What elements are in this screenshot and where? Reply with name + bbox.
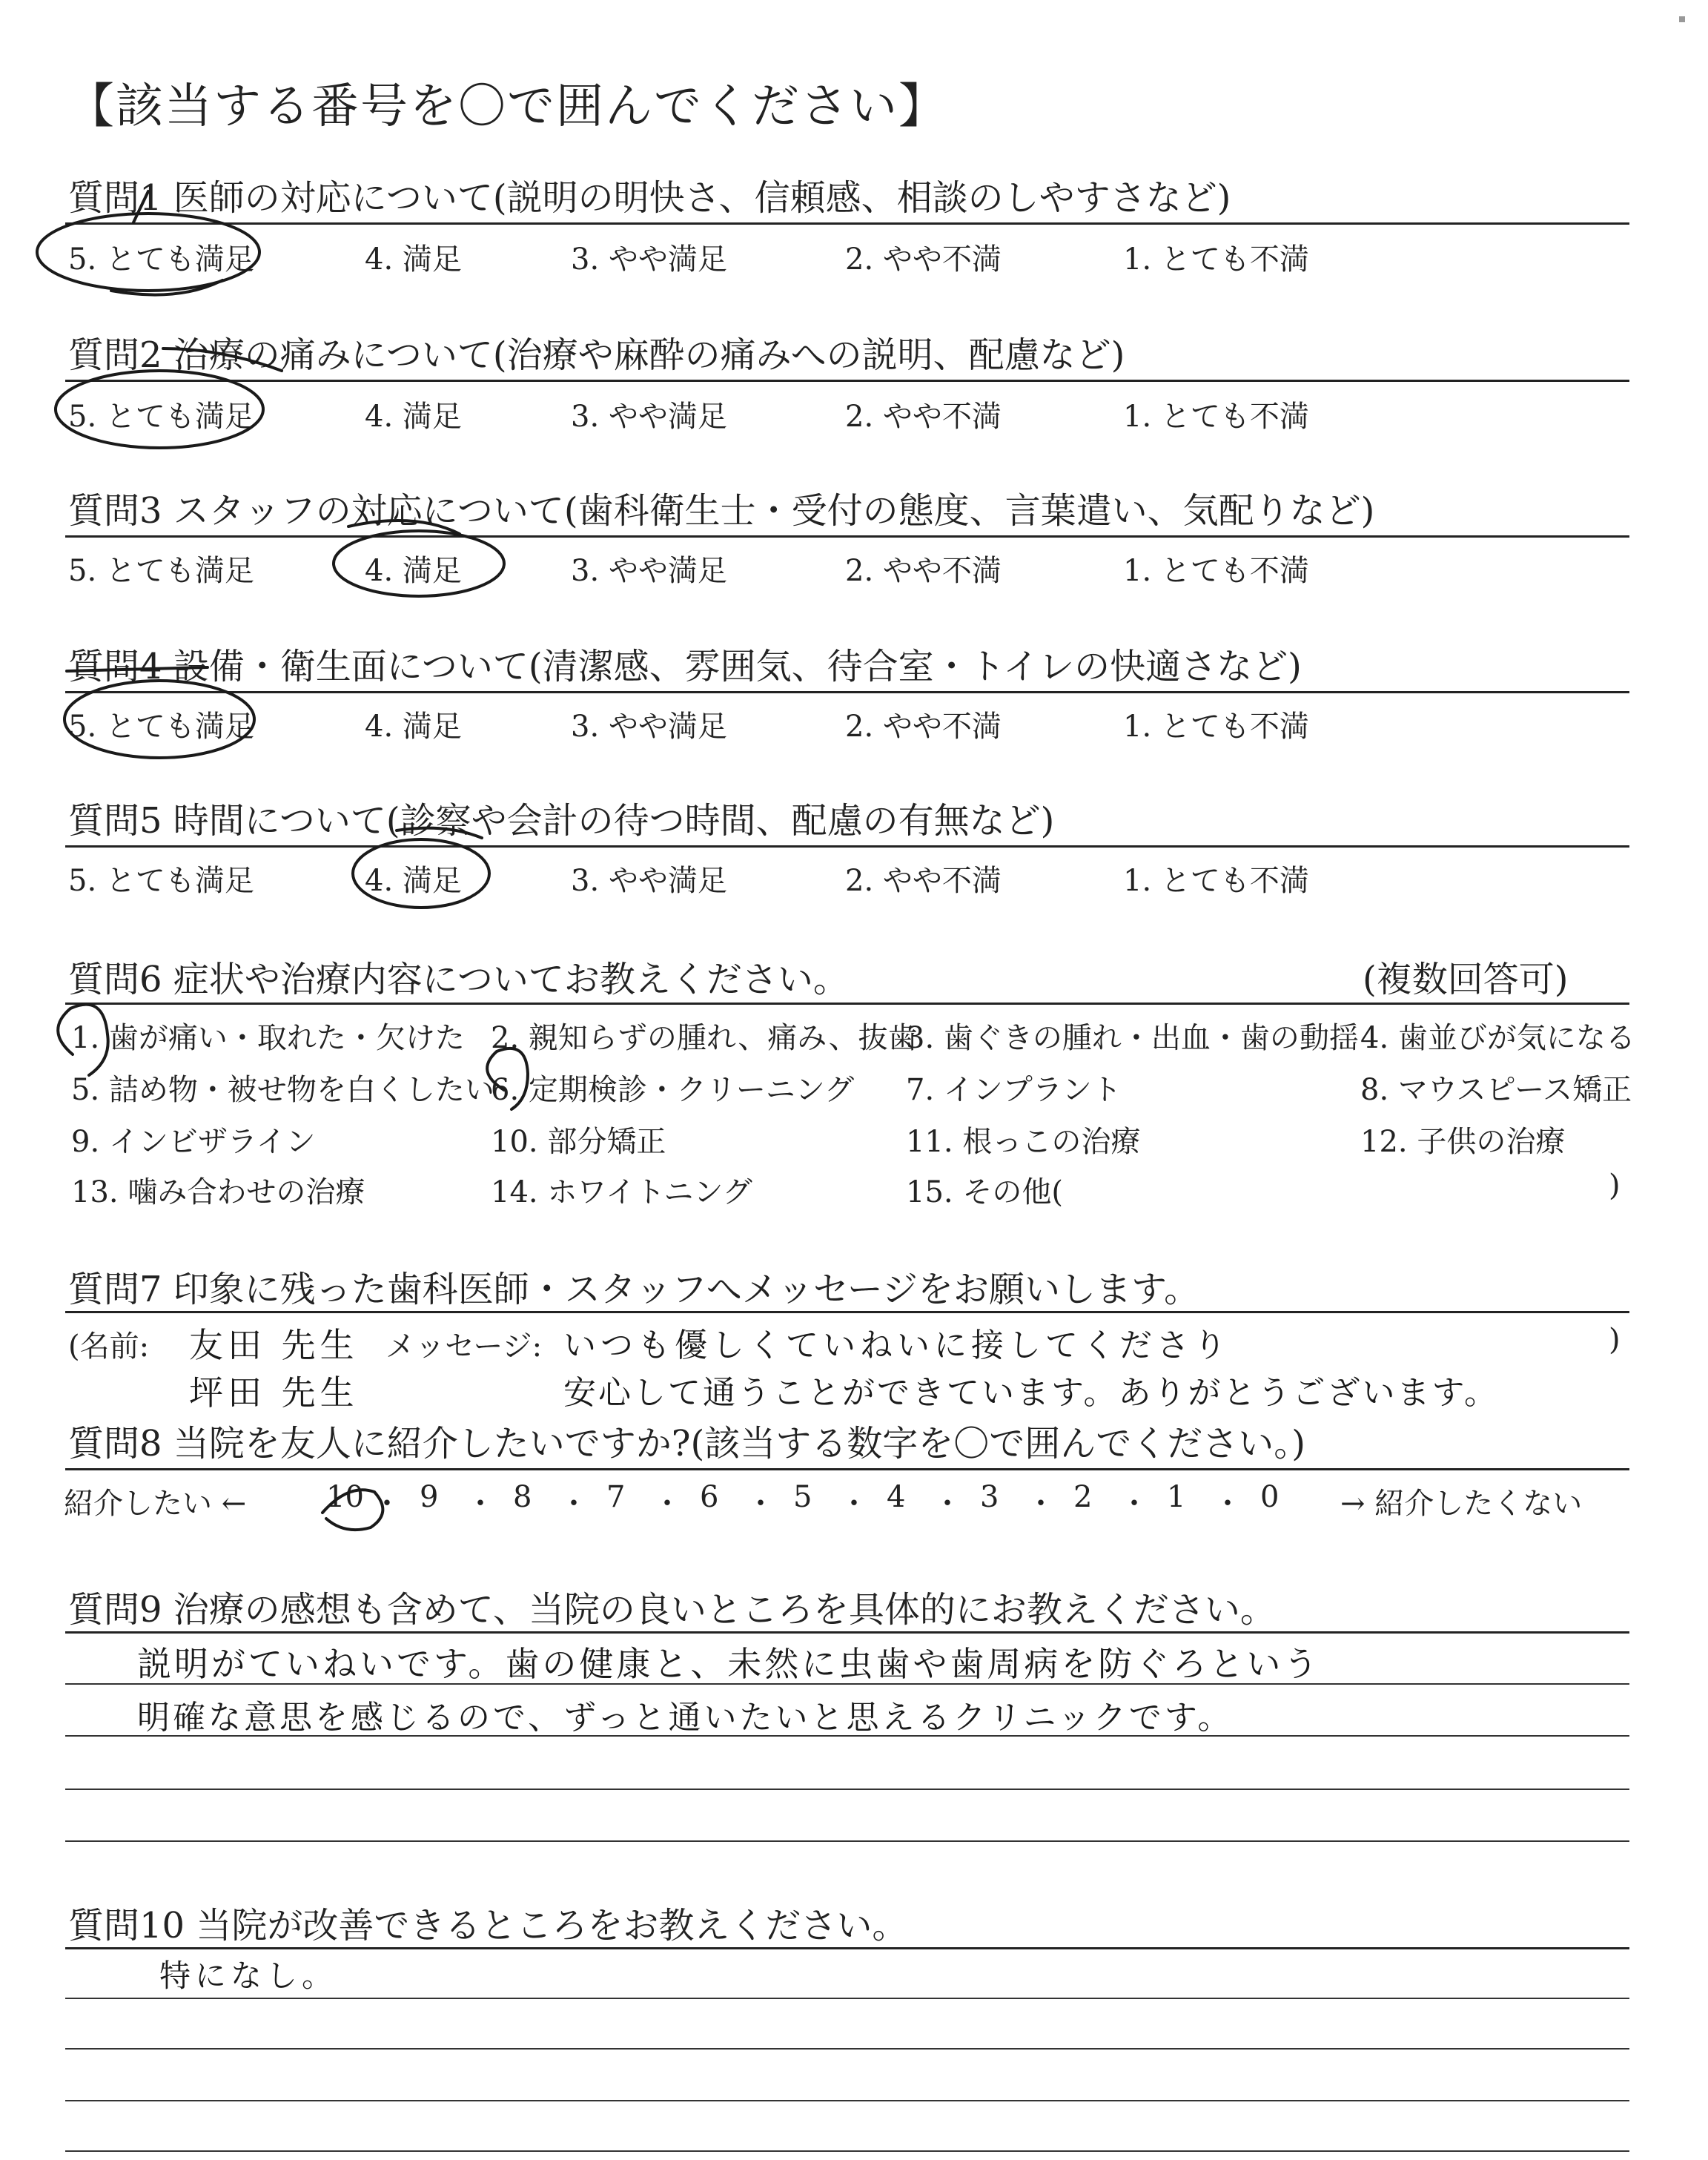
q6-option-5[interactable]: 5. 詰め物・被せ物を白くしたい bbox=[71, 1073, 494, 1107]
q4-option-5[interactable]: 5. とても満足 bbox=[68, 710, 254, 744]
q8-separator-dot: ・ bbox=[559, 1487, 589, 1521]
q8-score-7[interactable]: 7 bbox=[606, 1480, 626, 1514]
q1-option-2[interactable]: 2. やや不満 bbox=[845, 242, 1002, 277]
q8-separator-dot: ・ bbox=[933, 1487, 962, 1521]
q1-option-5[interactable]: 5. とても満足 bbox=[68, 242, 254, 277]
q7-message-label: メッセージ: bbox=[385, 1330, 543, 1364]
q7-handwritten-name-1: 友田 先生 bbox=[189, 1325, 359, 1365]
q9-handwritten-answer-2: 明確な意思を感じるので、ずっと通いたいと思えるクリニックです。 bbox=[137, 1699, 1234, 1737]
q8-right-label: → 紹介したくない bbox=[1340, 1487, 1583, 1521]
q2-option-3[interactable]: 3. やや満足 bbox=[571, 400, 727, 434]
q4-title: 質問4 設備・衛生面について(清潔感、雰囲気、待合室・トイレの快適さなど) bbox=[68, 646, 1302, 687]
q10-line-4 bbox=[65, 2100, 1629, 2101]
q2-option-1[interactable]: 1. とても不満 bbox=[1123, 400, 1309, 434]
q8-score-2[interactable]: 2 bbox=[1073, 1480, 1093, 1514]
q3-rule bbox=[65, 535, 1629, 538]
q7-handwritten-message-2: 安心して通うことができています。ありがとうございます。 bbox=[563, 1374, 1499, 1412]
q6-option-13[interactable]: 13. 噛み合わせの治療 bbox=[71, 1175, 365, 1209]
q9-line-4 bbox=[65, 1789, 1629, 1790]
q6-option-10[interactable]: 10. 部分矯正 bbox=[491, 1125, 666, 1159]
q6-option-7[interactable]: 7. インプラント bbox=[906, 1073, 1122, 1107]
q4-rule bbox=[65, 691, 1629, 693]
q6-title: 質問6 症状や治療内容についてお教えください。 bbox=[68, 959, 849, 1000]
q8-separator-dot: ・ bbox=[372, 1487, 402, 1521]
q8-separator-dot: ・ bbox=[1026, 1487, 1056, 1521]
q2-option-5[interactable]: 5. とても満足 bbox=[68, 400, 254, 434]
q4-option-2[interactable]: 2. やや不満 bbox=[845, 710, 1002, 744]
q2-option-2[interactable]: 2. やや不満 bbox=[845, 400, 1002, 434]
q8-title: 質問8 当院を友人に紹介したいですか?(該当する数字を〇で囲んでください。) bbox=[68, 1423, 1305, 1464]
q8-separator-dot: ・ bbox=[746, 1487, 775, 1521]
q5-option-3[interactable]: 3. やや満足 bbox=[571, 864, 727, 898]
q8-separator-dot: ・ bbox=[652, 1487, 682, 1521]
q8-score-6[interactable]: 6 bbox=[700, 1480, 719, 1514]
q8-score-4[interactable]: 4 bbox=[887, 1480, 906, 1514]
q3-option-2[interactable]: 2. やや不満 bbox=[845, 554, 1002, 588]
q3-option-4[interactable]: 4. 満足 bbox=[365, 554, 462, 588]
q8-score-3[interactable]: 3 bbox=[980, 1480, 999, 1514]
scan-speck bbox=[1679, 16, 1685, 22]
q6-option-12[interactable]: 12. 子供の治療 bbox=[1360, 1125, 1566, 1159]
q10-handwritten-answer: 特になし。 bbox=[159, 1958, 338, 1994]
q5-title: 質問5 時間について(診察や会計の待つ時間、配慮の有無など) bbox=[68, 800, 1055, 842]
q8-score-0[interactable]: 0 bbox=[1260, 1480, 1280, 1514]
q8-rule bbox=[65, 1468, 1629, 1470]
q10-line-3 bbox=[65, 2048, 1629, 2050]
q6-option-9[interactable]: 9. インビザライン bbox=[71, 1125, 316, 1159]
q8-score-5[interactable]: 5 bbox=[793, 1480, 812, 1514]
q6-other-close-paren: ) bbox=[1609, 1169, 1621, 1203]
q6-multiple-answer-note: (複数回答可) bbox=[1363, 959, 1569, 1000]
q5-option-5[interactable]: 5. とても満足 bbox=[68, 864, 254, 898]
q8-score-9[interactable]: 9 bbox=[420, 1480, 439, 1514]
q1-option-3[interactable]: 3. やや満足 bbox=[571, 242, 727, 277]
q6-option-2[interactable]: 2. 親知らずの腫れ、痛み、抜歯 bbox=[491, 1021, 918, 1055]
q9-title: 質問9 治療の感想も含めて、当院の良いところを具体的にお教えください。 bbox=[68, 1589, 1276, 1631]
q7-rule bbox=[65, 1311, 1629, 1313]
q6-option-3[interactable]: 3. 歯ぐきの腫れ・出血・歯の動揺 bbox=[906, 1021, 1359, 1055]
q7-handwritten-message-1: いつも優しくていねいに接してくださり bbox=[563, 1327, 1231, 1364]
q9-rule bbox=[65, 1631, 1629, 1634]
q8-separator-dot: ・ bbox=[1119, 1487, 1149, 1521]
q5-rule bbox=[65, 845, 1629, 848]
q6-option-14[interactable]: 14. ホワイトニング bbox=[491, 1175, 752, 1209]
q1-rule bbox=[65, 222, 1629, 225]
q4-option-4[interactable]: 4. 満足 bbox=[365, 710, 462, 744]
q8-separator-dot: ・ bbox=[839, 1487, 869, 1521]
q3-option-3[interactable]: 3. やや満足 bbox=[571, 554, 727, 588]
q7-title: 質問7 印象に残った歯科医師・スタッフへメッセージをお願いします。 bbox=[68, 1269, 1200, 1310]
q6-option-11[interactable]: 11. 根っこの治療 bbox=[906, 1125, 1141, 1159]
q6-option-1[interactable]: 1. 歯が痛い・取れた・欠けた bbox=[71, 1021, 465, 1055]
q9-handwritten-answer-1: 説明がていねいです。歯の健康と、未然に虫歯や歯周病を防ぐろという bbox=[137, 1644, 1321, 1684]
q8-separator-dot: ・ bbox=[466, 1487, 495, 1521]
q3-option-5[interactable]: 5. とても満足 bbox=[68, 554, 254, 588]
q10-line-5 bbox=[65, 2150, 1629, 2152]
q5-option-2[interactable]: 2. やや不満 bbox=[845, 864, 1002, 898]
q9-line-5 bbox=[65, 1840, 1629, 1842]
q2-option-4[interactable]: 4. 満足 bbox=[365, 400, 462, 434]
q2-title: 質問2 治療の痛みについて(治療や麻酔の痛みへの説明、配慮など) bbox=[68, 334, 1125, 376]
q1-option-4[interactable]: 4. 満足 bbox=[365, 242, 462, 277]
q8-score-8[interactable]: 8 bbox=[513, 1480, 532, 1514]
q8-separator-dot: ・ bbox=[1213, 1487, 1242, 1521]
q6-option-6[interactable]: 6. 定期検診・クリーニング bbox=[491, 1073, 855, 1107]
q5-option-4[interactable]: 4. 満足 bbox=[365, 864, 462, 898]
q1-option-1[interactable]: 1. とても不満 bbox=[1123, 242, 1309, 277]
q8-score-10[interactable]: 10 bbox=[326, 1480, 364, 1514]
q1-title: 質問1 医師の対応について(説明の明快さ、信頼感、相談のしやすさなど) bbox=[68, 177, 1231, 219]
q3-option-1[interactable]: 1. とても不満 bbox=[1123, 554, 1309, 588]
q7-handwritten-name-2: 坪田 先生 bbox=[189, 1373, 359, 1413]
q10-line-2 bbox=[65, 1998, 1629, 1999]
q10-title: 質問10 当院が改善できるところをお教えください。 bbox=[68, 1905, 908, 1946]
q6-option-15[interactable]: 15. その他( bbox=[906, 1175, 1063, 1209]
q4-option-3[interactable]: 3. やや満足 bbox=[571, 710, 727, 744]
q1-circle-tail bbox=[111, 280, 222, 295]
q6-option-8[interactable]: 8. マウスピース矯正 bbox=[1360, 1073, 1632, 1107]
q8-score-1[interactable]: 1 bbox=[1167, 1480, 1186, 1514]
q6-option-4[interactable]: 4. 歯並びが気になる bbox=[1360, 1021, 1635, 1055]
q7-name-label: (名前: bbox=[68, 1330, 150, 1364]
q3-title: 質問3 スタッフの対応について(歯科衛生士・受付の態度、言葉遣い、気配りなど) bbox=[68, 490, 1375, 532]
q7-close-paren: ) bbox=[1609, 1323, 1621, 1357]
q8-left-label: 紹介したい ← bbox=[64, 1487, 247, 1521]
page-heading: 【該当する番号を〇で囲んでください】 bbox=[67, 79, 947, 134]
q5-option-1[interactable]: 1. とても不満 bbox=[1123, 864, 1309, 898]
q4-option-1[interactable]: 1. とても不満 bbox=[1123, 710, 1309, 744]
q6-rule bbox=[65, 1003, 1629, 1005]
q10-rule bbox=[65, 1947, 1629, 1949]
q2-rule bbox=[65, 380, 1629, 382]
